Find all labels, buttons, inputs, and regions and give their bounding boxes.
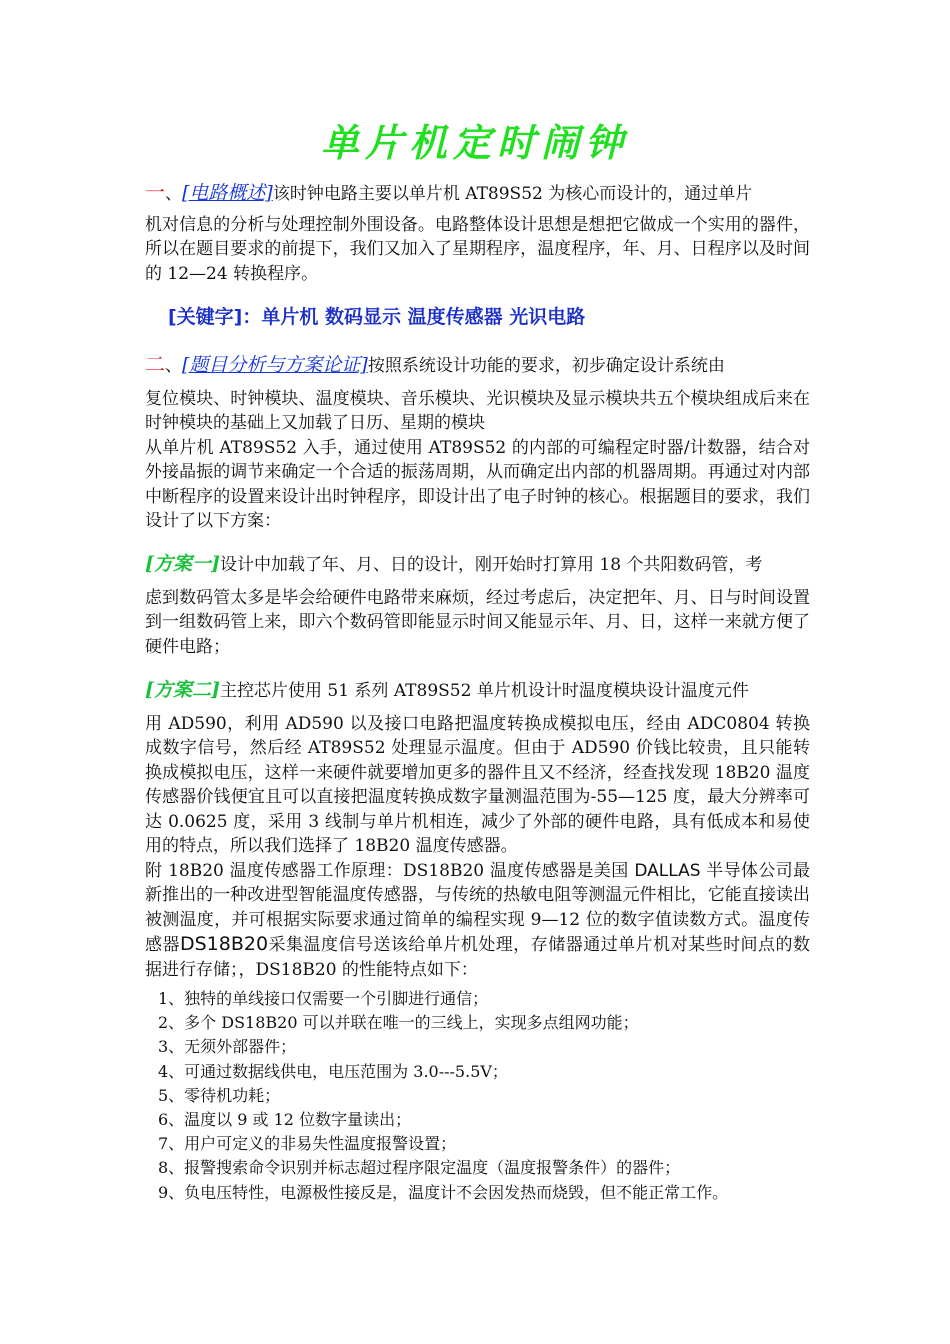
- scheme-2-first-line: [145, 678, 810, 704]
- section-2-first-line: [145, 352, 810, 379]
- section-1-sep: 、: [165, 184, 182, 204]
- scheme-1-line1: 设计中加载了年、月、日的设计，刚开始时打算用 18 个共阳数码管，考: [219, 555, 763, 575]
- section-2-body: 复位模块、时钟模块、温度模块、音乐模块、光识模块及显示模块共五个模块组成后来在时钟模块的基础上又加载了日历、星期的模块: [145, 388, 810, 433]
- section-1-number: 一: [145, 180, 165, 204]
- sensor-note-b: 半导体公司最新推出的一种改进型智能温度传感器，与传统的热敏电阻等测温元件相比，它能直接读出被测温度，并可根据实际要求通过简单的编程实现 9—12 位的数字值读数方式。温度传感器: [145, 860, 811, 955]
- list-item: 3、无须外部器件；: [158, 1037, 297, 1057]
- section-1-first-line: [145, 180, 810, 207]
- scheme-1-first-line: [145, 552, 810, 578]
- section-2-line1: 按照系统设计功能的要求，初步确定设计系统由: [367, 356, 725, 376]
- scheme-1-body: 虑到数码管太多是毕会给硬件电路带来麻烦，经过考虑后，决定把年、月、日与时间设置到一组数码管上来，即六个数码管即能显示时间又能显示年、月、日，这样一来就方便了硬件电路；: [145, 587, 810, 657]
- list-item: 6、温度以 9 或 12 位数字量读出；: [158, 1110, 412, 1130]
- section-1: [145, 180, 810, 286]
- list-item: 1、独特的单线接口仅需要一个引脚进行通信；: [158, 989, 489, 1008]
- sensor-note-a: 附 18B20 温度传感器工作原理：DS18B20 温度传感器是美国: [145, 860, 635, 881]
- section-2-body2: 从单片机 AT89S52 入手，通过使用 AT89S52 的内部的可编程定时器/计数器，结合对外接晶振的调节来确定一个合适的振荡周期，从而确定出内部的机器周期。再通过对内部中断程序的设置来设计出时钟程序，即设计出了电子时钟的核心。根据题目的要求，我们设计了以下方案：: [145, 437, 810, 531]
- scheme-2-line1: 主控芯片使用 51 系列 AT89S52 单片机设计时温度模块设计温度元件: [219, 681, 749, 701]
- scheme-2-body: 用 AD590，利用 AD590 以及接口电路把温度转换成模拟电压，经由 ADC0804 转换成数字信号，然后经 AT89S52 处理显示温度。但由于 AD590 价钱比较贵，且只能转换成模拟电压，这样一来硬件就要增加更多的器件且又不经济，经查找发现 18B20 温度传感器价钱便宜且可以直接把温度转换成数字量测温范围为-55—125 度，最大分辨率可达 0.0625 度，采用 3 线制与单片机相连，减少了外部的硬件电路，具有低成本和易使用的特点，所以我们选择了 18B20 温度传感器。: [145, 713, 810, 856]
- list-item: 4、可通过数据线供电，电压范围为 3.0---5.5V；: [158, 1061, 508, 1081]
- list-item: 5、零待机功耗；: [158, 1085, 281, 1105]
- scheme-2-label: [方案二]: [145, 679, 220, 701]
- sensor-note-brand: DALLAS: [634, 860, 701, 881]
- scheme-2: [145, 678, 810, 982]
- section-2-sep: 、: [165, 356, 182, 376]
- section-2-number: 二: [145, 352, 165, 376]
- keywords: [关键字]：单片机 数码显示 温度传感器 光识电路: [168, 306, 586, 328]
- section-1-body: 机对信息的分析与处理控制外围设备。电路整体设计思想是想把它做成一个实用的器件，所以在题目要求的前提下，我们又加入了星期程序，温度程序，年、月、日程序以及时间的 12—24 转换程序。: [145, 214, 810, 284]
- sensor-note-c: 采集温度信号送该给单片机处理，存储器通过单片机对某些时间点的数据进行存储；，DS18B20 的性能特点如下：: [145, 935, 811, 980]
- section-1-link[interactable]: [电路概述]: [182, 182, 273, 204]
- sensor-note: [145, 859, 810, 983]
- section-1-line1: 该时钟电路主要以单片机 AT89S52 为核心而设计的，通过单片: [272, 184, 753, 204]
- list-item: 7、用户可定义的非易失性温度报警设置；: [158, 1134, 457, 1154]
- sensor-note-chip: DS18B20: [179, 933, 269, 955]
- feature-list: [158, 987, 818, 1205]
- list-item: 9、负电压特性，电源极性接反是，温度计不会因发热而烧毁，但不能正常工作。: [158, 1182, 729, 1202]
- scheme-1: [145, 552, 810, 659]
- list-item: 8、报警搜索命令识别并标志超过程序限定温度（温度报警条件）的器件；: [158, 1158, 681, 1178]
- section-2-link[interactable]: [题目分析与方案论证]: [182, 354, 368, 376]
- document-title: 单片机定时闹钟: [320, 120, 629, 165]
- list-item: 2、多个 DS18B20 可以并联在唯一的三线上，实现多点组网功能；: [158, 1013, 639, 1033]
- section-2: [145, 352, 810, 534]
- scheme-1-label: [方案一]: [145, 553, 220, 575]
